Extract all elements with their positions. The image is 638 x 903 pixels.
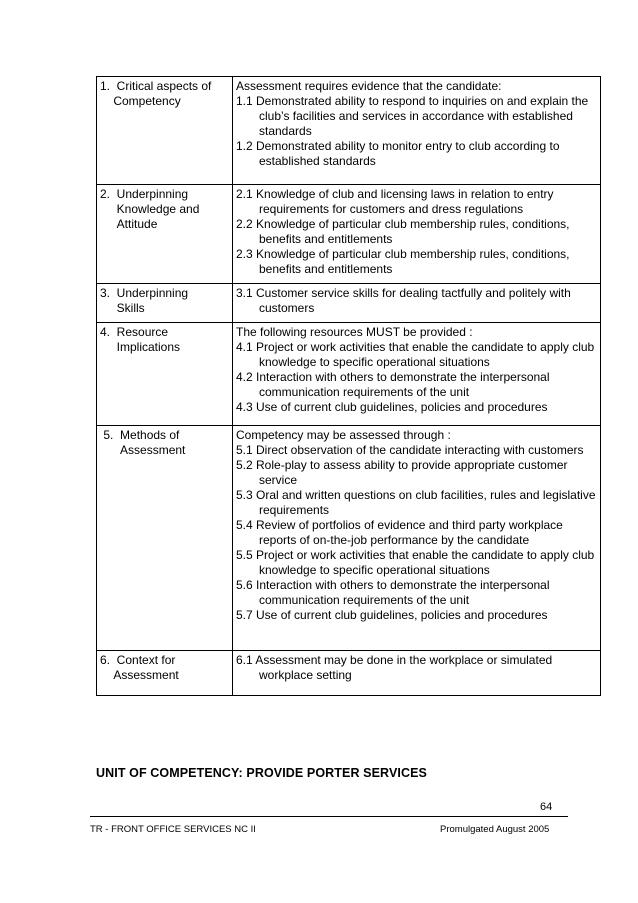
row-content-cell [233,185,601,284]
table-row [97,426,601,651]
row-label: 1. Critical aspects of Competency [100,79,212,108]
table-row [97,185,601,284]
row-content-cell [233,77,601,185]
footer-promulgation-date: Promulgated August 2005 [440,824,550,835]
list-item: 4.1 Project or work activities that enable the candidate to apply club knowledge to specific operational situations [236,340,595,369]
row-intro: Assessment requires evidence that the candidate: [236,79,502,93]
row-intro: Competency may be assessed through : [236,428,451,442]
table-row [97,651,601,696]
row-label: 6. Context for Assessment [100,653,179,682]
row-label-cell [97,426,233,651]
table-row [97,323,601,426]
list-item: 5.2 Role-play to assess ability to provide appropriate customer service [236,458,568,487]
row-label: 5. Methods of Assessment [103,428,186,457]
footer-title: TR - FRONT OFFICE SERVICES NC II [90,824,256,835]
row-label: 3. Underpinning Skills [100,286,189,315]
list-item: 5.1 Direct observation of the candidate interacting with customers [236,443,584,457]
list-item: 5.5 Project or work activities that enable the candidate to apply club knowledge to specific operational situations [236,548,595,577]
list-item: 5.3 Oral and written questions on club facilities, rules and legislative requirements [236,488,596,517]
row-content-cell [233,651,601,696]
list-item: 6.1 Assessment may be done in the workplace or simulated workplace setting [236,653,553,682]
list-item: 1.1 Demonstrated ability to respond to inquiries on and explain the club’s facilities and services in accordance with established standards [236,94,589,138]
footer-divider [90,816,568,817]
list-item: 2.2 Knowledge of particular club membership rules, conditions, benefits and entitlements [236,217,570,246]
row-label-cell [97,77,233,185]
row-content-cell [233,284,601,323]
unit-of-competency-heading: UNIT OF COMPETENCY: PROVIDE PORTER SERVICES [96,766,427,780]
row-content-cell [233,323,601,426]
row-intro: The following resources MUST be provided : [236,325,473,339]
list-item: 3.1 Customer service skills for dealing tactfully and politely with customers [236,286,571,315]
row-label-cell [97,651,233,696]
list-item: 5.4 Review of portfolios of evidence and third party workplace reports of on-the-job performance by the candidate [236,518,563,547]
row-label: 2. Underpinning Knowledge and Attitude [100,187,200,231]
page-number: 64 [540,801,553,813]
list-item: 4.3 Use of current club guidelines, policies and procedures [236,400,548,414]
list-item: 1.2 Demonstrated ability to monitor entry to club according to established standards [236,139,560,168]
row-label: 4. Resource Implications [100,325,181,354]
table-row [97,77,601,185]
table-row [97,284,601,323]
row-content-cell [233,426,601,651]
evidence-guide-table [96,76,601,696]
list-item: 2.1 Knowledge of club and licensing laws in relation to entry requirements for customers and dress regulations [236,187,554,216]
list-item: 2.3 Knowledge of particular club membership rules, conditions, benefits and entitlements [236,247,570,276]
list-item: 4.2 Interaction with others to demonstrate the interpersonal communication requirements of the unit [236,370,550,399]
list-item: 5.6 Interaction with others to demonstrate the interpersonal communication requirements of the unit [236,578,550,607]
list-item: 5.7 Use of current club guidelines, policies and procedures [236,608,548,622]
row-label-cell [97,185,233,284]
row-label-cell [97,284,233,323]
row-label-cell [97,323,233,426]
